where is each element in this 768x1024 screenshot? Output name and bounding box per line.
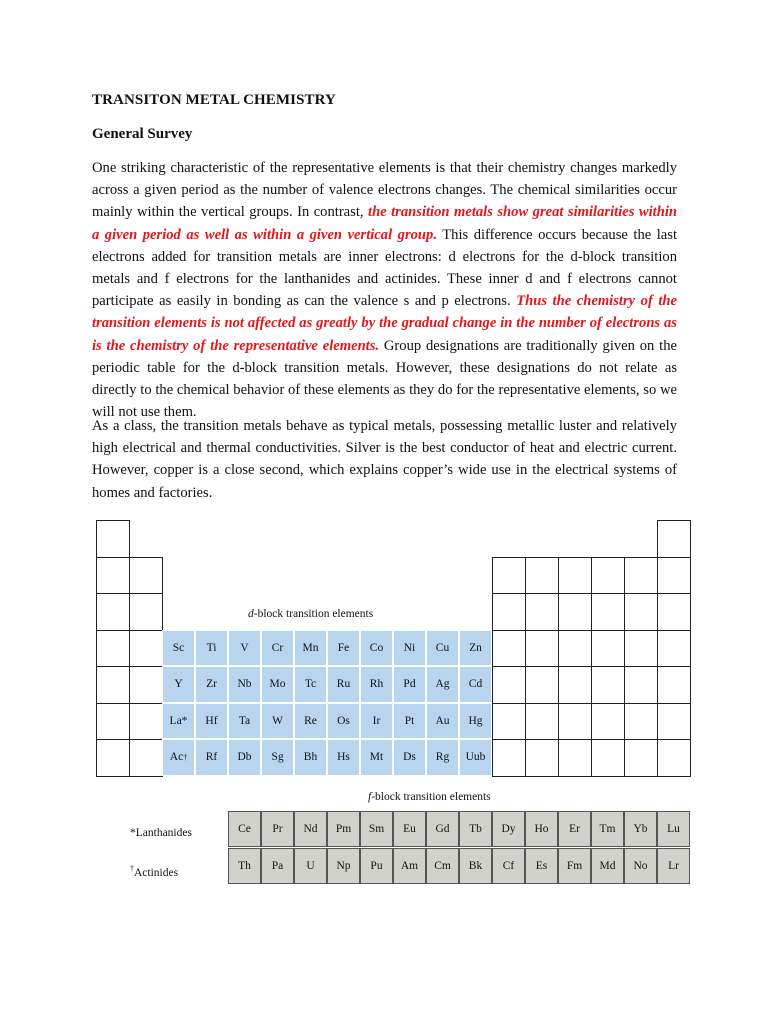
element-cell: Tc — [294, 666, 327, 703]
empty-cell — [525, 593, 559, 631]
element-cell: Rh — [360, 666, 393, 703]
paragraph-1 — [92, 157, 677, 423]
empty-cell — [657, 520, 691, 558]
element-cell: V — [228, 630, 261, 667]
element-cell: Fm — [558, 848, 591, 884]
element-cell: Fe — [327, 630, 360, 667]
element-cell: Cd — [459, 666, 492, 703]
empty-cell — [492, 703, 526, 741]
element-cell: Tb — [459, 811, 492, 847]
paragraph-2: As a class, the transition metals behave as typical metals, possessing metallic luster and relatively high electrical and thermal conductivities. Silver is the best conductor of heat and electric current. However, copper is a close second, which explains copper’s wide use in the electrical systems of homes and factories. — [92, 418, 677, 501]
element-cell: Lu — [657, 811, 690, 847]
element-cell: Cf — [492, 848, 525, 884]
empty-cell — [96, 593, 130, 631]
element-cell: Er — [558, 811, 591, 847]
empty-cell — [657, 666, 691, 704]
empty-cell — [96, 739, 130, 777]
paragraph-text: This difference occurs because the last electrons added for transition metals are inner electrons: d electrons for the d-block transition metals and f electrons for the lanthanides and actinides. These inner d and f electrons cannot participate as easily in bonding as can the valence s and p electrons. — [92, 226, 678, 310]
document-title: TRANSITON METAL CHEMISTRY — [92, 92, 336, 108]
element-cell: Ru — [327, 666, 360, 703]
paragraph-text: Group designations are traditionally given on the periodic table for the d-block transition metals. However, these designations do not relate as directly to the chemical behavior of these elements as they do for the representative elements, so we will not use them. — [92, 337, 677, 421]
empty-cell — [525, 703, 559, 741]
element-cell: Os — [327, 703, 360, 740]
element-cell: Pa — [261, 848, 294, 884]
element-cell: Pt — [393, 703, 426, 740]
element-cell: Lr — [657, 848, 690, 884]
empty-cell — [492, 557, 526, 595]
element-cell: Tm — [591, 811, 624, 847]
element-cell: Ni — [393, 630, 426, 667]
element-cell: Hg — [459, 703, 492, 740]
element-cell: Bh — [294, 739, 327, 776]
empty-cell — [129, 739, 163, 777]
element-cell: Sg — [261, 739, 294, 776]
element-cell: U — [294, 848, 327, 884]
element-cell: Sc — [162, 630, 195, 667]
empty-cell — [492, 739, 526, 777]
empty-cell — [525, 666, 559, 704]
empty-cell — [657, 557, 691, 595]
element-cell: Ds — [393, 739, 426, 776]
element-cell: Au — [426, 703, 459, 740]
empty-cell — [492, 630, 526, 668]
empty-cell — [525, 739, 559, 777]
empty-cell — [624, 739, 658, 777]
empty-cell — [591, 593, 625, 631]
element-cell: Ag — [426, 666, 459, 703]
element-cell: Ho — [525, 811, 558, 847]
empty-cell — [96, 520, 130, 558]
empty-cell — [129, 666, 163, 704]
element-cell: Re — [294, 703, 327, 740]
empty-cell — [558, 630, 592, 668]
element-cell: Hs — [327, 739, 360, 776]
element-cell: W — [261, 703, 294, 740]
element-cell: Pr — [261, 811, 294, 847]
empty-cell — [591, 557, 625, 595]
element-cell: Pm — [327, 811, 360, 847]
empty-cell — [492, 593, 526, 631]
empty-cell — [129, 557, 163, 595]
element-cell: Ce — [228, 811, 261, 847]
element-cell: Ir — [360, 703, 393, 740]
empty-cell — [591, 703, 625, 741]
element-cell: Cr — [261, 630, 294, 667]
empty-cell — [492, 666, 526, 704]
element-cell: Am — [393, 848, 426, 884]
empty-cell — [558, 739, 592, 777]
element-cell: Uub — [459, 739, 492, 776]
empty-cell — [624, 666, 658, 704]
empty-cell — [657, 593, 691, 631]
empty-cell — [624, 630, 658, 668]
element-cell: Pu — [360, 848, 393, 884]
empty-cell — [129, 630, 163, 668]
element-cell: Y — [162, 666, 195, 703]
element-cell: Cm — [426, 848, 459, 884]
element-cell: Ti — [195, 630, 228, 667]
empty-cell — [129, 593, 163, 631]
paragraph-text: One striking characteristic of the representative elements is that their chemistry changes markedly across a given period as the number of valence electrons changes. The chemical similarities occur mainly within the vertical groups. In contrast, — [92, 160, 677, 221]
element-cell: Nb — [228, 666, 261, 703]
empty-cell — [129, 703, 163, 741]
element-cell: Zr — [195, 666, 228, 703]
lanthanides-label: *Lanthanides — [130, 827, 192, 839]
element-cell: Sm — [360, 811, 393, 847]
empty-cell — [525, 557, 559, 595]
element-cell: No — [624, 848, 657, 884]
empty-cell — [624, 703, 658, 741]
element-cell: Bk — [459, 848, 492, 884]
empty-cell — [591, 666, 625, 704]
element-cell: Yb — [624, 811, 657, 847]
element-cell: Th — [228, 848, 261, 884]
element-cell: Md — [591, 848, 624, 884]
empty-cell — [657, 630, 691, 668]
empty-cell — [96, 557, 130, 595]
element-cell: La* — [162, 703, 195, 740]
empty-cell — [558, 557, 592, 595]
d-block-label: d-block transition elements — [248, 608, 374, 620]
element-cell: Nd — [294, 811, 327, 847]
element-cell: Rf — [195, 739, 228, 776]
element-cell: Ta — [228, 703, 261, 740]
element-cell: Db — [228, 739, 261, 776]
element-cell: Zn — [459, 630, 492, 667]
element-cell: Mn — [294, 630, 327, 667]
f-block-label: f-block transition elements — [368, 791, 491, 803]
actinides-label: †Actinides — [130, 864, 179, 879]
section-heading: General Survey — [92, 126, 193, 142]
empty-cell — [525, 630, 559, 668]
empty-cell — [624, 593, 658, 631]
empty-cell — [624, 557, 658, 595]
element-cell: Mo — [261, 666, 294, 703]
element-cell: Eu — [393, 811, 426, 847]
element-cell: Dy — [492, 811, 525, 847]
empty-cell — [591, 630, 625, 668]
empty-cell — [96, 630, 130, 668]
element-cell: Es — [525, 848, 558, 884]
element-cell: Mt — [360, 739, 393, 776]
element-cell: Ac † — [162, 739, 195, 776]
empty-cell — [558, 666, 592, 704]
empty-cell — [657, 739, 691, 777]
element-cell: Pd — [393, 666, 426, 703]
element-cell: Hf — [195, 703, 228, 740]
element-cell: Np — [327, 848, 360, 884]
element-cell: Cu — [426, 630, 459, 667]
empty-cell — [657, 703, 691, 741]
element-cell: Gd — [426, 811, 459, 847]
empty-cell — [558, 593, 592, 631]
empty-cell — [558, 703, 592, 741]
element-cell: Rg — [426, 739, 459, 776]
empty-cell — [591, 739, 625, 777]
empty-cell — [96, 666, 130, 704]
empty-cell — [96, 703, 130, 741]
emphasized-text: Thus the chemistry of the transition elements is not affected as greatly by the gradual change in the number of electrons as is the chemistry of the representative elements. — [92, 293, 678, 354]
element-cell: Co — [360, 630, 393, 667]
emphasized-text: the transition metals show great similarities within a given period as well as within a given vertical group. — [92, 204, 677, 243]
